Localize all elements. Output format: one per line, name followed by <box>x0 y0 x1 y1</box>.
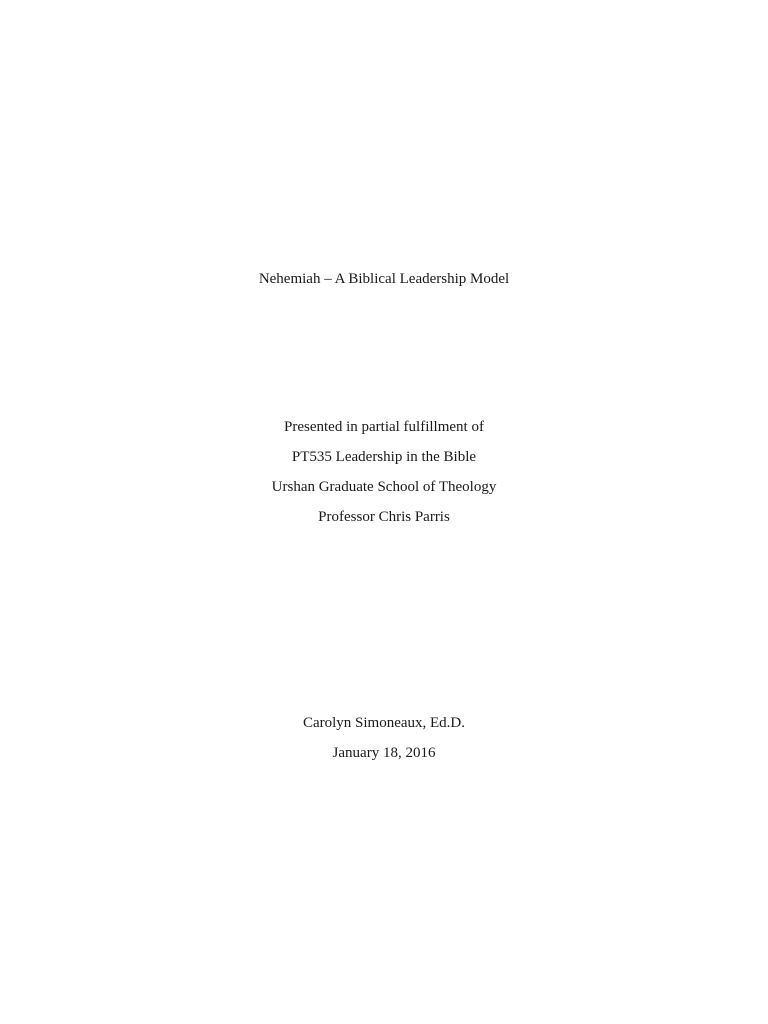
author-name: Carolyn Simoneaux, Ed.D. <box>302 715 466 731</box>
course-name: PT535 Leadership in the Bible <box>291 449 477 465</box>
fulfillment-statement: Presented in partial fulfillment of <box>284 419 484 435</box>
document-title: Nehemiah – A Biblical Leadership Model <box>258 271 510 287</box>
professor-name: Professor Chris Parris <box>318 509 450 525</box>
submission-date: January 18, 2016 <box>332 745 436 761</box>
school-name: Urshan Graduate School of Theology <box>271 479 497 495</box>
